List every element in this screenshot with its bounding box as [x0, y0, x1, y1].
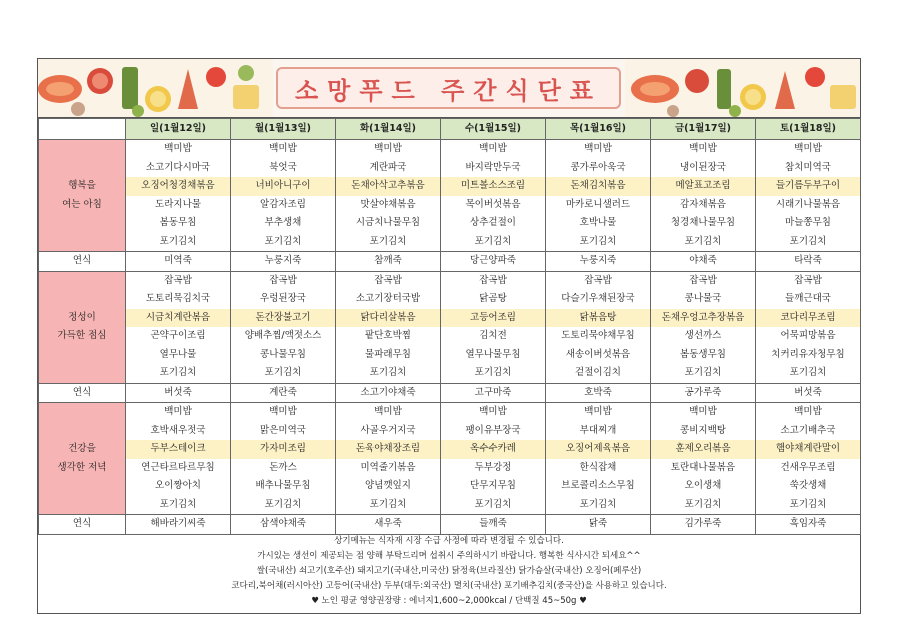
menu-item: 잡곡밥: [374, 274, 402, 286]
menu-item: 열무나물: [159, 348, 197, 360]
menu-item: 포기김치: [159, 367, 197, 378]
snack-item: 삼색야채죽: [231, 515, 336, 535]
main-dish-item: 오징어청경채볶음: [126, 177, 230, 196]
menu-item: 양념깻잎지: [365, 480, 411, 491]
menu-item: 토란대나물볶음: [670, 461, 736, 473]
menu-item: 생선까스: [684, 330, 722, 341]
page-title: [276, 67, 621, 109]
menu-item: 포기김치: [264, 498, 302, 510]
menu-cell: [546, 140, 651, 252]
menu-item: 포기김치: [789, 498, 827, 510]
menu-cell: [651, 403, 756, 515]
page-title-text: 소망푸드 주간식단표: [294, 76, 602, 105]
menu-item: 포기김치: [684, 235, 722, 247]
menu-item: 겉절이김치: [575, 367, 621, 378]
menu-item: 부대찌개: [579, 424, 617, 436]
menu-item: 포기김치: [264, 235, 302, 247]
menu-item: 들깨근대국: [785, 293, 831, 304]
menu-item: 브로콜리소스무침: [561, 480, 635, 491]
menu-item: 쑥갓생채: [789, 480, 827, 491]
meal-label-line: 생각한 저녁: [57, 461, 107, 473]
menu-item: 백미밥: [794, 143, 822, 154]
menu-item: 도라지나물: [155, 198, 201, 210]
menu-cell: [651, 140, 756, 252]
menu-item: 봄동생무침: [680, 348, 726, 360]
day-header: 월(1월13일): [231, 119, 336, 140]
meal-label-line: 정성이: [68, 311, 96, 323]
snack-item: 버섯죽: [126, 383, 231, 403]
title-banner: [38, 59, 860, 118]
main-dish-item: 들기름두부구이: [756, 177, 860, 196]
menu-item: 소고기다시마국: [145, 161, 211, 173]
menu-item: 포기김치: [789, 235, 827, 247]
main-dish-item: 돈채아삭고추볶음: [336, 177, 440, 196]
main-dish-item: 훈제오리볶음: [651, 440, 755, 459]
menu-item: 참치미역국: [785, 161, 831, 173]
menu-item: 감자채볶음: [680, 198, 726, 210]
main-dish-item: 돈채우엉고추장볶음: [651, 309, 755, 328]
menu-item: 잡곡밥: [269, 274, 297, 286]
food-illustration-right: [625, 59, 860, 117]
snack-row: [39, 383, 861, 403]
menu-cell: [336, 403, 441, 515]
menu-cell: [126, 271, 231, 383]
menu-cell: [756, 140, 861, 252]
menu-item: 냉이된장국: [680, 161, 726, 173]
menu-item: 백미밥: [164, 143, 192, 154]
menu-item: 시금치나물무침: [355, 217, 421, 228]
menu-item: 포기김치: [789, 367, 827, 378]
menu-item: 팽이유부장국: [465, 424, 521, 436]
snack-item: 흑임자죽: [756, 515, 861, 535]
menu-item: 백미밥: [479, 406, 507, 417]
menu-item: 포기김치: [369, 498, 407, 510]
menu-item: 포기김치: [474, 498, 512, 510]
menu-item: 잡곡밥: [689, 274, 717, 286]
main-dish-item: 너비아니구이: [231, 177, 335, 196]
menu-item: 바지락만두국: [465, 161, 521, 173]
main-dish-item: 시금치계란볶음: [126, 309, 230, 328]
main-dish-item: 가자미조림: [231, 440, 335, 459]
snack-item: 버섯죽: [756, 383, 861, 403]
note-line: 쌀(국내산) 쇠고기(호주산) 돼지고기(국내산,미국산) 닭정육(브라질산) 닭가슴살(국내산) 오징어(페루산): [256, 566, 642, 576]
menu-item: 백미밥: [269, 143, 297, 154]
menu-cell: [126, 140, 231, 252]
menu-item: 백미밥: [689, 143, 717, 154]
main-dish-item: 돈간장불고기: [231, 309, 335, 328]
menu-item: 팥단호박찜: [365, 330, 411, 341]
note-line: 코다리,북어채(러시아산) 고등어(국내산) 두부(대두:외국산) 멸치(국내산) 포기배추김치(중국산)을 사용하고 있습니다.: [231, 581, 667, 591]
menu-cell: [546, 403, 651, 515]
main-dish-item: 코다리무조림: [756, 309, 860, 328]
menu-item: 봄동무침: [159, 217, 197, 228]
menu-item: 목이버섯볶음: [465, 198, 521, 210]
menu-item: 오이생채: [684, 480, 722, 491]
meal-label-line: 건강을: [68, 443, 96, 454]
note-line: 상기메뉴는 식자재 시장 수급 사정에 따라 변경될 수 있습니다.: [334, 536, 564, 546]
menu-item: 두부강정: [474, 461, 512, 473]
menu-item: 마카로니샐러드: [565, 198, 631, 210]
snack-item: 해바라기씨죽: [126, 515, 231, 535]
breakfast-row: [39, 140, 861, 252]
meal-label-line: 여는 아침: [62, 198, 102, 210]
menu-cell: [126, 403, 231, 515]
menu-item: 도토리묵김치국: [145, 293, 211, 304]
menu-item: 포기김치: [474, 235, 512, 247]
menu-item: 마늘쫑무침: [785, 217, 831, 228]
menu-item: 포기김치: [369, 235, 407, 247]
snack-item: 들깨죽: [441, 515, 546, 535]
menu-item: 건새우무조림: [780, 461, 836, 473]
main-dish-item: 두부스테이크: [126, 440, 230, 459]
menu-cell: [441, 403, 546, 515]
menu-item: 소고기장터국밥: [355, 293, 421, 304]
menu-item: 어묵피망볶음: [780, 330, 836, 341]
menu-item: 잡곡밥: [584, 274, 612, 286]
snack-item: 김가루죽: [651, 515, 756, 535]
menu-item: 잡곡밥: [794, 274, 822, 286]
menu-item: 포기김치: [159, 498, 197, 510]
menu-item: 콩나물무침: [260, 348, 306, 360]
snack-item: 새우죽: [336, 515, 441, 535]
menu-item: 양배추찜/액젓소스: [244, 330, 322, 341]
menu-item: 백미밥: [479, 143, 507, 154]
menu-item: 상추겉절이: [470, 217, 516, 228]
note-line: ♥ 노인 평균 영양권장량 : 에너지1,600~2,000kcal / 단백질 45~50g ♥: [311, 596, 587, 606]
main-dish-item: 오징어제육볶음: [546, 440, 650, 459]
menu-item: 포기김치: [474, 367, 512, 378]
day-header: 토(1월18일): [756, 119, 861, 140]
menu-item: 포기김치: [369, 367, 407, 378]
menu-item: 배추나물무침: [255, 480, 311, 491]
menu-item: 포기김치: [159, 235, 197, 247]
day-header: 화(1월14일): [336, 119, 441, 140]
snack-item: 타락죽: [756, 252, 861, 272]
snack-item: 누룽지죽: [231, 252, 336, 272]
menu-item: 콩비지백탕: [680, 424, 726, 436]
notes-section: [38, 528, 860, 613]
main-dish-item: 닭다리살볶음: [336, 309, 440, 328]
menu-item: 맑은미역국: [260, 424, 306, 436]
menu-item: 잡곡밥: [479, 274, 507, 286]
menu-cell: [336, 140, 441, 252]
menu-item: 포기김치: [579, 498, 617, 510]
menu-item: 콩가루아욱국: [570, 161, 626, 173]
menu-cell: [756, 403, 861, 515]
menu-item: 사골우거지국: [360, 424, 416, 436]
menu-item: 백미밥: [374, 143, 402, 154]
snack-item: 호박죽: [546, 383, 651, 403]
menu-cell: [756, 271, 861, 383]
meal-label-line: 가득한 점심: [57, 330, 107, 341]
snack-item: 소고기야채죽: [336, 383, 441, 403]
menu-item: 호박나물: [579, 217, 617, 228]
menu-sheet: [37, 58, 861, 614]
menu-item: 다슬기우채된장국: [561, 293, 635, 304]
menu-cell: [231, 271, 336, 383]
snack-item: 참깨죽: [336, 252, 441, 272]
weekly-menu-table: [38, 118, 861, 535]
main-dish-item: 닭볶음탕: [546, 309, 650, 328]
menu-item: 알감자조림: [260, 198, 306, 210]
menu-item: 도토리묵야채무침: [561, 330, 635, 341]
corner-cell: [39, 119, 126, 140]
menu-item: 열무나물무침: [465, 348, 521, 360]
day-header: 금(1월17일): [651, 119, 756, 140]
day-header: 수(1월15일): [441, 119, 546, 140]
day-header-row: [39, 119, 861, 140]
menu-item: 맛살야채볶음: [360, 198, 416, 210]
snack-row: [39, 252, 861, 272]
snack-label: 연식: [39, 383, 126, 403]
snack-item: 닭죽: [546, 515, 651, 535]
meal-label: [39, 403, 126, 515]
menu-item: 시래기나물볶음: [775, 198, 841, 210]
menu-item: 곤약구이조림: [150, 330, 206, 341]
menu-item: 백미밥: [794, 406, 822, 417]
food-illustration-left: [38, 59, 273, 117]
menu-item: 포기김치: [264, 367, 302, 378]
meal-label-line: 행복을: [68, 180, 96, 191]
main-dish-item: 돈육야채장조림: [336, 440, 440, 459]
menu-item: 물파래무침: [365, 348, 411, 360]
snack-item: 미역죽: [126, 252, 231, 272]
menu-item: 단무지무침: [470, 480, 516, 491]
snack-label: 연식: [39, 252, 126, 272]
main-dish-item: 미트볼소스조림: [441, 177, 545, 196]
menu-item: 백미밥: [164, 406, 192, 417]
menu-item: 닭곰탕: [479, 293, 507, 304]
menu-item: 백미밥: [584, 406, 612, 417]
snack-label: 연식: [39, 515, 126, 535]
menu-item: 미역줄기볶음: [360, 461, 416, 473]
snack-item: 야채죽: [651, 252, 756, 272]
menu-item: 백미밥: [689, 406, 717, 417]
menu-item: 백미밥: [269, 406, 297, 417]
menu-item: 계란파국: [369, 161, 407, 173]
menu-item: 한식잡채: [579, 461, 617, 473]
menu-item: 백미밥: [584, 143, 612, 154]
snack-item: 고구마죽: [441, 383, 546, 403]
snack-item: 공가루죽: [651, 383, 756, 403]
menu-item: 포기김치: [684, 367, 722, 378]
day-header: 목(1월16일): [546, 119, 651, 140]
menu-item: 돈까스: [269, 461, 297, 473]
main-dish-item: 메알표고조림: [651, 177, 755, 196]
snack-item: 누룽지죽: [546, 252, 651, 272]
menu-item: 김치전: [479, 330, 507, 341]
menu-item: 호박새우젓국: [150, 424, 206, 436]
day-header: 일(1월12일): [126, 119, 231, 140]
menu-cell: [546, 271, 651, 383]
snack-item: 계란죽: [231, 383, 336, 403]
menu-cell: [336, 271, 441, 383]
lunch-row: [39, 271, 861, 383]
menu-item: 콩나물국: [684, 293, 722, 304]
main-dish-item: 햄야채계란말이: [756, 440, 860, 459]
menu-item: 새송이버섯볶음: [565, 348, 631, 360]
menu-item: 연근타르타르무침: [141, 461, 215, 473]
meal-label: [39, 271, 126, 383]
menu-item: 포기김치: [684, 498, 722, 510]
menu-item: 백미밥: [374, 406, 402, 417]
menu-item: 치커리유자청무침: [771, 348, 845, 360]
menu-cell: [441, 271, 546, 383]
dinner-row: [39, 403, 861, 515]
main-dish-item: 돈채김치볶음: [546, 177, 650, 196]
menu-item: 북엇국: [269, 161, 297, 173]
menu-cell: [231, 403, 336, 515]
meal-label: [39, 140, 126, 252]
menu-item: 부추생채: [264, 217, 302, 228]
snack-item: 당근양파죽: [441, 252, 546, 272]
menu-cell: [441, 140, 546, 252]
note-line: 가시있는 생선이 제공되는 점 양해 부탁드리며 섭취시 주의하시기 바랍니다. 행복한 식사시간 되세요^^: [257, 551, 641, 561]
main-dish-item: 고등어조림: [441, 309, 545, 328]
menu-item: 우렁된장국: [260, 293, 306, 304]
menu-item: 오이짱아치: [155, 480, 201, 491]
menu-cell: [231, 140, 336, 252]
main-dish-item: 옥수수카레: [441, 440, 545, 459]
menu-item: 청경채나물무침: [670, 217, 736, 228]
menu-item: 포기김치: [579, 235, 617, 247]
menu-item: 잡곡밥: [164, 274, 192, 286]
menu-cell: [651, 271, 756, 383]
menu-item: 소고기배추국: [780, 424, 836, 436]
